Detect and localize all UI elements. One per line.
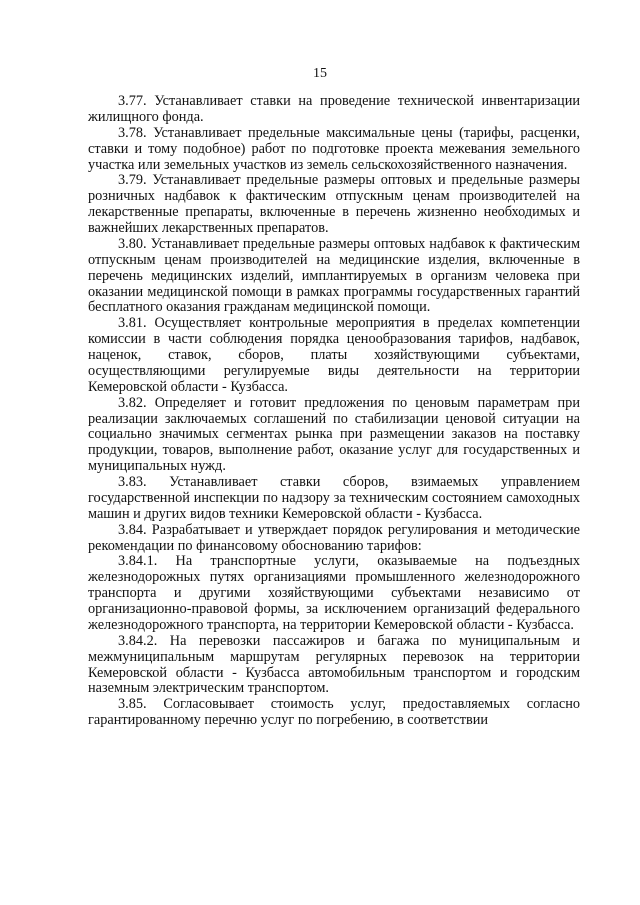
paragraph-3-83: 3.83. Устанавливает ставки сборов, взимаемых управлением государственной инспекции по надзору за техническим состоянием самоходных машин и других видов техники Кемеровской области - Кузбасса. [88,474,580,522]
paragraph-3-84-1: 3.84.1. На транспортные услуги, оказываемые на подъездных железнодорожных путях организациями промышленного железнодорожного транспорта и другими хозяйствующими субъектами независимо от организационно-правовой формы, за исключением организаций федерального железнодорожного транспорта, на территории Кемеровской области - Кузбасса. [88,553,580,633]
paragraph-3-84-2: 3.84.2. На перевозки пассажиров и багажа по муниципальным и межмуниципальным маршрутам регулярных перевозок на территории Кемеровской области - Кузбасса автомобильным транспортом и городским наземным электрическим транспортом. [88,632,580,697]
document-body [88,94,580,729]
page-number: 15 [313,66,327,81]
paragraph-3-77: 3.77. Устанавливает ставки на проведение технической инвентаризации жилищного фонда. [88,93,580,125]
paragraph-3-84: 3.84. Разрабатывает и утверждает порядок регулирования и методические рекомендации по финансовому обоснованию тарифов: [88,521,580,554]
paragraph-3-79: 3.79. Устанавливает предельные размеры оптовых и предельные размеры розничных надбавок к фактическим отпускным ценам производителей на лекарственные препараты, включенные в перечень жизненно необходимых и важнейших лекарственных препаратов. [88,172,580,236]
paragraph-3-82: 3.82. Определяет и готовит предложения по ценовым параметрам при реализации заключаемых соглашений по стабилизации ценовой ситуации на социально значимых сегментах рынка при размещении заказов на поставку продукции, товаров, выполнение работ, оказание услуг для государственных и муниципальных нужд. [88,394,580,475]
paragraph-3-85: 3.85. Согласовывает стоимость услуг, предоставляемых согласно гарантированному перечню услуг по погребению, в соответствии [88,696,580,729]
paragraph-3-81: 3.81. Осуществляет контрольные мероприятия в пределах компетенции комиссии в части соблюдения порядка ценообразования тарифов, надбавок, наценок, ставок, сборов, платы хозяйствующими субъектами, осуществляющими регулируемые виды деятельности на территории Кемеровской области - Кузбасса. [88,315,580,395]
paragraph-3-80: 3.80. Устанавливает предельные размеры оптовых надбавок к фактическим отпускным ценам производителей на медицинские изделия, включенные в перечень медицинских изделий, имплантируемых в организм человека при оказании медицинской помощи в рамках программы государственных гарантий бесплатного оказания гражданам медицинской помощи. [88,235,580,316]
paragraph-3-78: 3.78. Устанавливает предельные максимальные цены (тарифы, расценки, ставки и тому подобное) работ по подготовке проекта межевания земельного участка или земельных участков из земель сельскохозяйственного назначения. [88,124,580,173]
